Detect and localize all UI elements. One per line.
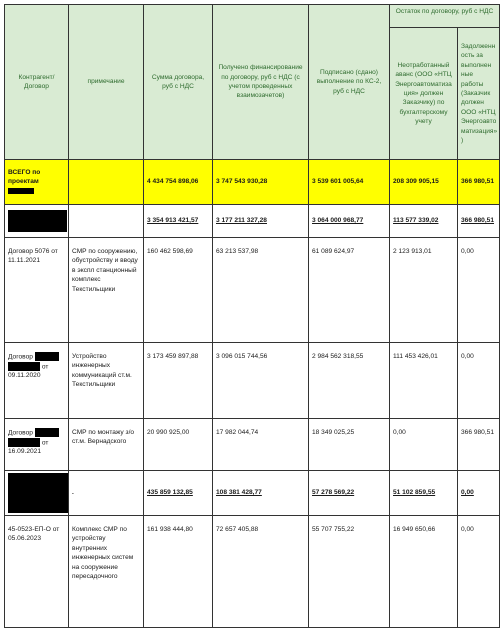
redaction-block: [8, 362, 40, 371]
header-balance-group: Остаток по договору, руб с НДС: [390, 5, 500, 28]
row-note: [69, 205, 144, 238]
row-contractor-prefix: Договор: [8, 353, 33, 361]
table-row: [5, 205, 500, 238]
total-signed: 3 539 601 005,64: [309, 160, 390, 205]
total-note-cell: [69, 160, 144, 205]
row-received: 63 213 537,98: [213, 238, 309, 343]
row-received: 72 657 405,88: [213, 516, 309, 628]
row-unworked-advance: 111 453 426,01: [390, 343, 458, 419]
total-debt: 366 980,51: [458, 160, 500, 205]
row-note: .: [69, 471, 144, 516]
row-received: 108 381 428,77: [216, 489, 262, 497]
row-signed: 3 064 000 968,77: [312, 217, 364, 225]
group-label-cell: [5, 471, 69, 516]
row-contractor: 45-0523-ЕП-О от 05.06.2023: [5, 516, 69, 628]
row-signed: 61 089 624,97: [309, 238, 390, 343]
total-row: [5, 160, 500, 205]
total-label: ВСЕГО по проектам: [8, 168, 41, 186]
header-row-top: [5, 5, 500, 28]
redaction-block: [8, 473, 69, 513]
total-received: 3 747 543 930,28: [213, 160, 309, 205]
row-debt: 0,00: [458, 238, 500, 343]
header-contractor: Контрагент/Договор: [5, 5, 69, 160]
redaction-block: [35, 352, 59, 361]
header-debt: Задолженн ость за выполнен ные работы (Заказчик должен ООО «НТЦ Энергоавто матизация» ): [458, 28, 500, 160]
row-unworked-advance: 16 949 650,66: [390, 516, 458, 628]
redaction-block: [8, 210, 67, 232]
row-note: Комплекс СМР по устройству внутренних инженерных систем на сооружение пересадочного: [69, 516, 144, 628]
redaction-block: [35, 428, 59, 437]
row-contract-sum: 435 859 132,85: [147, 489, 193, 497]
row-note: СМР по монтажу з/о ст.м. Вернадского: [69, 419, 144, 471]
table-row: [5, 471, 500, 516]
header-signed: Подписано (сдано) выполнение по КС-2, руб с НДС: [309, 5, 390, 160]
group-label-cell: [5, 205, 69, 238]
row-note: Устройство инженерных коммуникаций ст.м. Текстильщики: [69, 343, 144, 419]
header-note: примечание: [69, 5, 144, 160]
row-unworked-advance: 0,00: [390, 419, 458, 471]
row-contractor-suffix: от 09.11.2020: [8, 362, 49, 380]
row-signed: 18 349 025,25: [309, 419, 390, 471]
row-contractor: Договор 5076 от 11.11.2021: [5, 238, 69, 343]
header-unworked-advance: Неотработанный аванс (ООО «НТЦ Энергоавтоматиза ция» должен Заказчику) по бухгалтерскому учету: [390, 28, 458, 160]
row-received: 3 096 015 744,56: [213, 343, 309, 419]
total-contract-sum: 4 434 754 898,06: [144, 160, 213, 205]
row-debt: 0,00: [458, 516, 500, 628]
row-debt: 366 980,51: [461, 217, 495, 225]
row-contract-sum: 161 938 444,80: [144, 516, 213, 628]
row-debt: 0,00: [461, 489, 474, 497]
table-row: [5, 343, 500, 419]
row-contractor-cell: [5, 419, 69, 471]
row-contract-sum: 3 354 913 421,57: [147, 217, 199, 225]
row-signed: 2 984 562 318,55: [309, 343, 390, 419]
row-contract-sum: 20 990 925,00: [144, 419, 213, 471]
header-contract-sum: Сумма договора, руб с НДС: [144, 5, 213, 160]
table-row: [5, 419, 500, 471]
row-note: СМР по сооружению, обустройству и вводу в экспл станционный комплекс Текстильщики: [69, 238, 144, 343]
row-received: 17 982 044,74: [213, 419, 309, 471]
row-signed: 55 707 755,22: [309, 516, 390, 628]
row-debt: 366 980,51: [458, 419, 500, 471]
table-row: [5, 238, 500, 343]
row-received: 3 177 211 327,28: [216, 217, 267, 225]
total-unworked-advance: 208 309 905,15: [390, 160, 458, 205]
row-contract-sum: 160 462 598,69: [144, 238, 213, 343]
table-row: [5, 516, 500, 628]
row-contractor-prefix: Договор: [8, 429, 33, 437]
total-label-cell: [5, 160, 69, 205]
header-received: Получено финансирование по договору, руб с НДС (с учетом проведенных взаимозачетов): [213, 5, 309, 160]
row-unworked-advance: 51 102 859,55: [393, 489, 436, 497]
contracts-table: [4, 4, 500, 628]
row-unworked-advance: 113 577 339,02: [393, 217, 439, 225]
redaction-block: [8, 188, 34, 194]
row-contractor-suffix: от 16.09.2021: [8, 438, 49, 456]
row-contractor-cell: [5, 343, 69, 419]
row-unworked-advance: 2 123 913,01: [390, 238, 458, 343]
row-signed: 57 278 569,22: [312, 489, 355, 497]
row-contract-sum: 3 173 459 897,88: [144, 343, 213, 419]
row-debt: 0,00: [458, 343, 500, 419]
redaction-block: [8, 438, 40, 447]
